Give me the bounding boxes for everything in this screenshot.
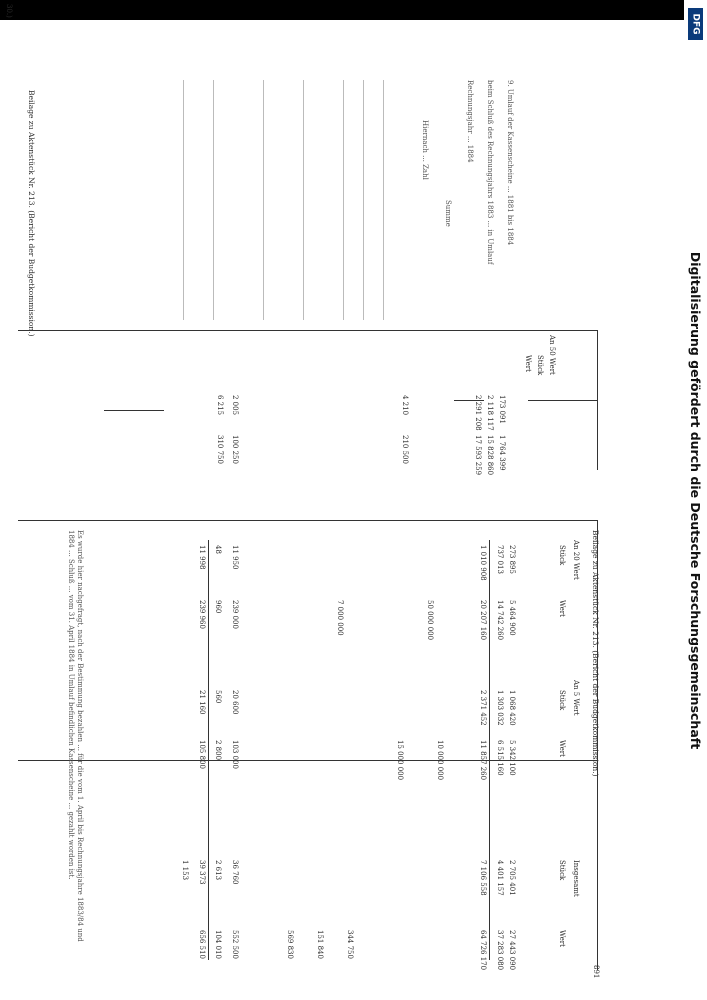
- left-row-2-wert: 15 828 860: [486, 435, 494, 476]
- right-r2-w2: 11 857 260: [479, 740, 487, 781]
- right-group-3: Insgesamt: [572, 860, 580, 897]
- right-r3-w3: 552 500: [231, 930, 239, 959]
- right-r0-w2: 5 342 100: [508, 740, 516, 776]
- left-row-6-stueck: 2 005: [231, 395, 239, 416]
- right-misc-4: 15 000 000: [396, 740, 404, 781]
- right-r4-w2: 2 800: [214, 740, 222, 761]
- right-r4-s2: 560: [214, 690, 222, 704]
- left-row-7-wert: 310 750: [216, 435, 224, 464]
- right-r4-s1: 48: [214, 545, 222, 554]
- right-r4-w1: 960: [214, 600, 222, 614]
- right-col-stueck-2: Stück: [558, 690, 566, 711]
- right-group-1: An 20 Wert: [572, 540, 580, 580]
- right-group-2: An 5 Wert: [572, 680, 580, 716]
- right-r4-w3: 104 010: [214, 930, 222, 959]
- page-number-right: 891: [592, 965, 600, 979]
- right-r0-w1: 5 464 900: [508, 600, 516, 636]
- left-row-2-stueck: 2 118 117: [486, 395, 494, 431]
- left-row-5-wert: 210 500: [401, 435, 409, 464]
- right-col-wert-3: Wert: [558, 930, 566, 947]
- right-r1-s1: 737 013: [496, 545, 504, 574]
- right-r2-w1: 20 207 160: [479, 600, 487, 641]
- right-col-stueck-1: Stück: [558, 545, 566, 566]
- right-r2-s2: 2 371 452: [479, 690, 487, 726]
- left-row-2-label: Rechnungsjahr ... 1884: [466, 80, 474, 163]
- left-row-3-wert: 17 593 259: [474, 435, 482, 476]
- right-r4-s3: 2 613: [214, 860, 222, 881]
- left-row-1-stueck: 173 091: [498, 395, 506, 424]
- right-r5-s3: 39 373: [198, 860, 206, 885]
- left-row-3-stueck: 2 291 208: [474, 395, 482, 431]
- header-left: Beilage zu Aktenstück Nr. 213. (Bericht der Budgetkommission.): [27, 90, 36, 337]
- right-r0-w3: 27 443 090: [508, 930, 516, 971]
- footnote: Es wurde hier nachgefragt, nach der Bestimmung bezahlen ... für die vom 1. April bis Rechnungsjahre 1883/84 und 1884 ... Schluß ... vom 31. April 1884 in Umlauf befindlichen Kassenscheine ... gezahlt worden ist.: [67, 530, 84, 942]
- right-misc-6: 344 750: [346, 930, 354, 959]
- right-col-wert-1: Wert: [558, 600, 566, 617]
- right-r0-s3: 2 705 401: [508, 860, 516, 896]
- left-row-4-label: Hiernach ... Zahl: [421, 120, 429, 180]
- right-r5-w3: 656 510: [198, 930, 206, 959]
- left-row-3-label: Summe: [444, 200, 452, 227]
- page-number-left: 30.): [5, 4, 13, 18]
- right-r3-s1: 11 950: [231, 545, 239, 570]
- right-misc-5: 1 153: [181, 860, 189, 881]
- right-misc-2: 7 000 000: [336, 600, 344, 636]
- right-r5-s1: 11 998: [198, 545, 206, 570]
- right-col-wert-2: Wert: [558, 740, 566, 757]
- right-r5-w1: 239 960: [198, 600, 206, 629]
- right-r3-s2: 20 600: [231, 690, 239, 715]
- right-col-stueck-3: Stück: [558, 860, 566, 881]
- right-r0-s1: 273 895: [508, 545, 516, 574]
- right-r1-w2: 6 515 160: [496, 740, 504, 776]
- right-r2-s1: 1 010 908: [479, 545, 487, 581]
- left-row-7-stueck: 6 215: [216, 395, 224, 416]
- right-misc-1: 50 000 000: [426, 600, 434, 641]
- right-misc-8: 569 830: [286, 930, 294, 959]
- right-r0-s2: 1 068 420: [508, 690, 516, 726]
- right-r3-w1: 239 000: [231, 600, 239, 629]
- right-r1-s2: 1 303 032: [496, 690, 504, 726]
- right-r3-w2: 103 000: [231, 740, 239, 769]
- left-col-wert: Wert: [524, 355, 532, 372]
- right-r2-w3: 64 726 170: [479, 930, 487, 971]
- left-row-1-label: beim Schluß des Rechnungsjahrs 1883 ... in Umlauf: [486, 80, 494, 265]
- right-r1-w1: 14 742 260: [496, 600, 504, 641]
- right-r2-s3: 7 106 558: [479, 860, 487, 896]
- left-col-stueck: Stück: [536, 355, 544, 376]
- right-misc-3: 10 000 000: [436, 740, 444, 781]
- right-r5-s2: 21 160: [198, 690, 206, 715]
- left-row-5-stueck: 4 210: [401, 395, 409, 416]
- left-group-header: An 50 Wert: [548, 335, 556, 375]
- header-right: Beilage zu Aktenstück Nr. 213. (Bericht der Budgetkommission.): [591, 530, 600, 777]
- left-row-0-label: 9. Umlauf der Kassenscheine ... 1881 bis 1884: [506, 80, 514, 246]
- right-r1-s3: 4 401 157: [496, 860, 504, 896]
- right-r3-s3: 36 760: [231, 860, 239, 885]
- left-row-1-wert: 1 764 399: [498, 435, 506, 471]
- right-misc-7: 151 840: [316, 930, 324, 959]
- attribution-text: Digitalisierung gefördert durch die Deutsche Forschungsgemeinschaft: [688, 251, 703, 749]
- right-r5-w2: 105 800: [198, 740, 206, 769]
- left-row-6-wert: 100 250: [231, 435, 239, 464]
- dfg-logo: DFG: [688, 8, 703, 40]
- right-r1-w3: 37 283 080: [496, 930, 504, 971]
